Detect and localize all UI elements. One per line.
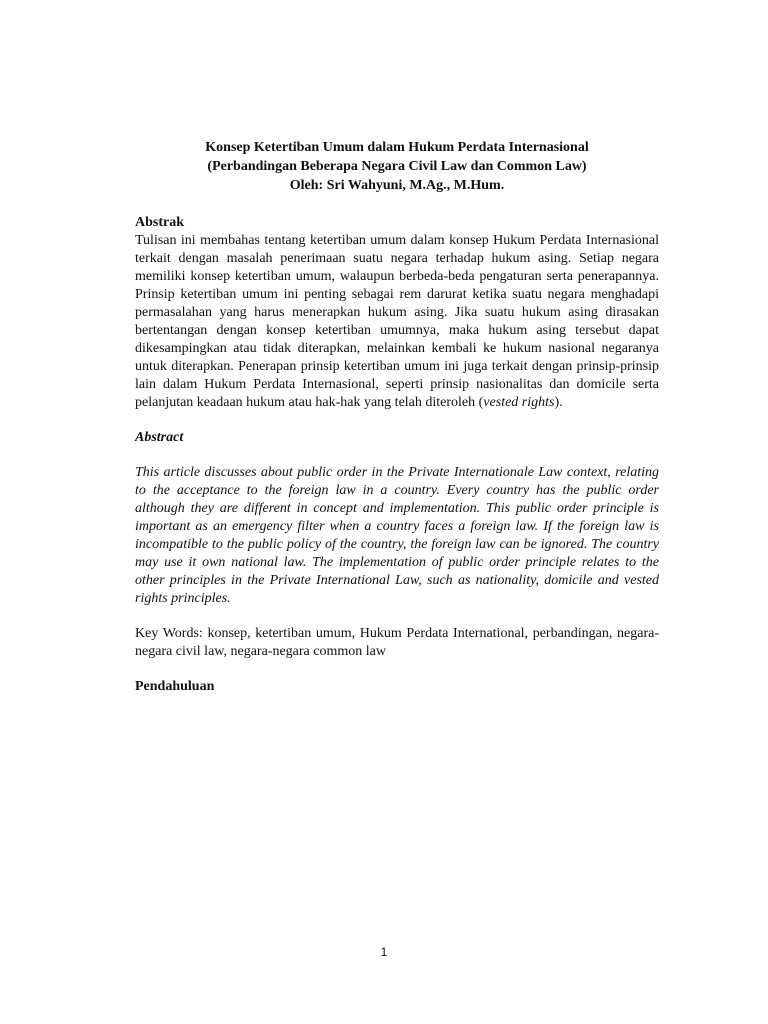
abstrak-heading: Abstrak	[135, 215, 185, 230]
keywords: Key Words: konsep, ketertiban umum, Hukum Perdata International, perbandingan, negara-negara civil law, negara-negara common law	[135, 626, 659, 659]
abstrak-vested-rights: vested rights	[483, 395, 555, 410]
author-line: Oleh: Sri Wahyuni, M.Ag., M.Hum.	[289, 178, 505, 193]
title-line-1: Konsep Ketertiban Umum dalam Hukum Perdata Internasional	[205, 140, 589, 155]
abstrak-text: Tulisan ini membahas tentang ketertiban umum dalam konsep Hukum Perdata Internasional terkait dengan masalah penerimaan suatu negara terhadap hukum asing. Setiap negara memiliki konsep ketertiban umum, walaupun berbeda-beda pengaturan serta penerapannya. Prinsip ketertiban umum ini penting sebagai rem darurat ketika suatu negara menghadapi permasalahan yang harus menerapkan hukum asing. Jika suatu hukum asing dirasakan bertentangan dengan konsep ketertiban umumnya, maka hukum asing tersebut dapat dikesampingkan atau tidak diterapkan, melainkan kembali ke hukum nasional negaranya untuk diterapkan. Penerapan prinsip ketertiban umum ini juga terkait dengan prinsip-prinsip lain dalam Hukum Perdata Internasional, seperti prinsip nasionalitas dan domicile serta pelanjutan keadaan hukum atau hak-hak yang telah diteroleh (	[135, 233, 659, 410]
title-line-2: (Perbandingan Beberapa Negara Civil Law dan Common Law)	[207, 159, 587, 174]
paper-title	[135, 138, 659, 195]
abstract-heading: Abstract	[135, 430, 184, 445]
page-number: 1	[380, 945, 388, 959]
abstrak-body	[135, 232, 659, 412]
abstract-body: This article discusses about public order in the Private Internationale Law context, relating to the acceptance to the foreign law in a country. Every country has the public order although they are different in concept and implementation. This public order principle is important as an emergency filter when a country faces a foreign law. If the foreign law is incompatible to the public policy of the country, the foreign law can be ignored. The country may use it own national law. The implementation of public order principle relates to the other principles in the Private International Law, such as nationality, domicile and vested rights principles.	[135, 465, 659, 606]
pendahuluan-heading: Pendahuluan	[135, 679, 215, 694]
document-page	[135, 138, 659, 696]
abstrak-text-end: ).	[554, 395, 563, 410]
